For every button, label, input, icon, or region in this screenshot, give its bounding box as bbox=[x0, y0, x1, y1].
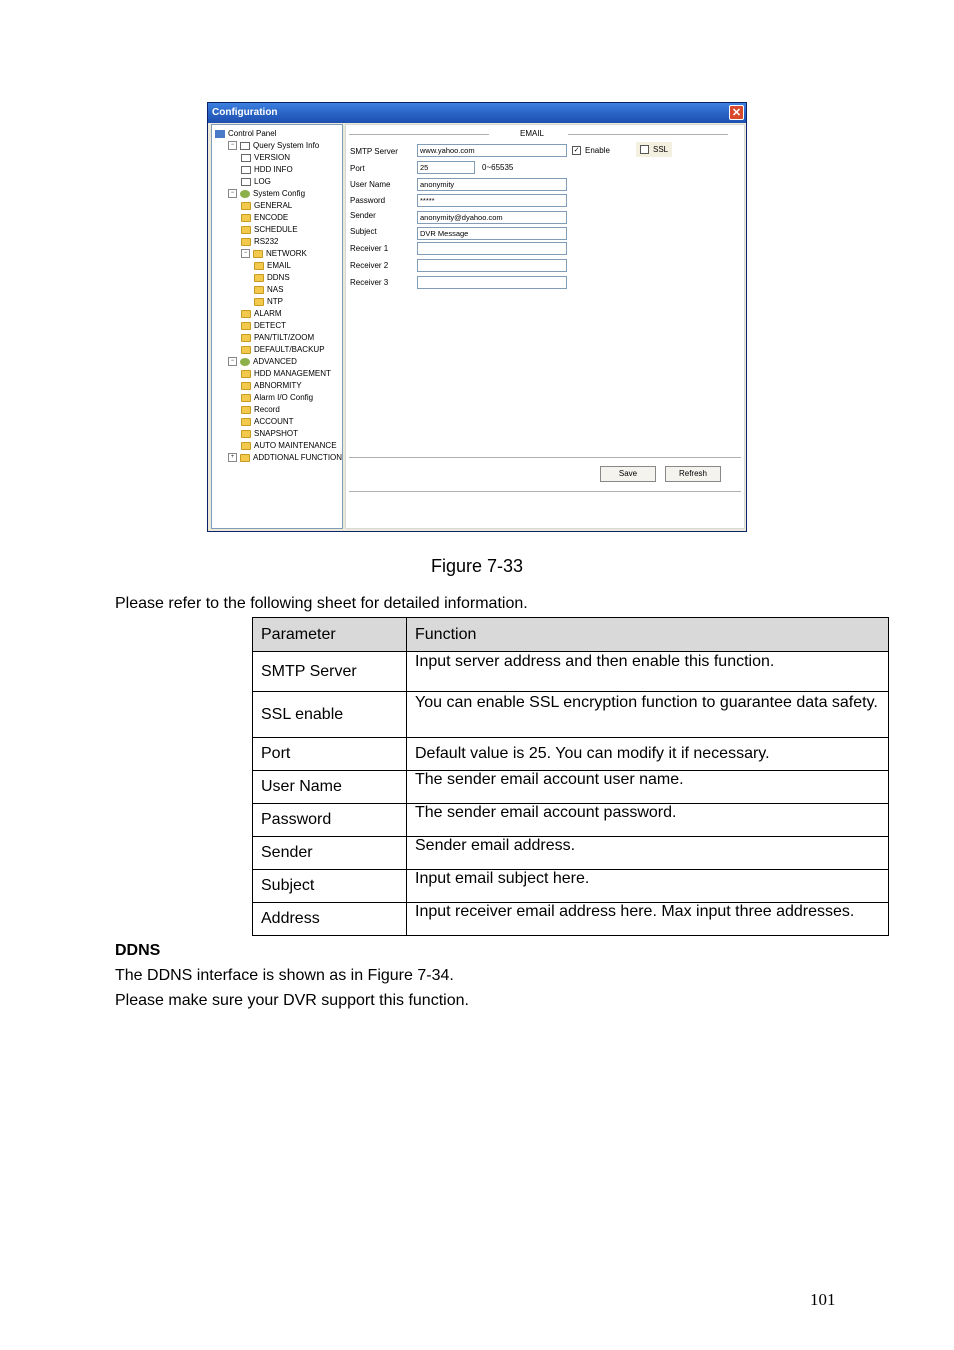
table-row bbox=[253, 804, 889, 837]
tree-item-label: DETECT bbox=[254, 321, 286, 330]
folder-icon bbox=[254, 286, 264, 294]
table-cell: Sender bbox=[253, 837, 407, 870]
tree-item[interactable] bbox=[254, 296, 283, 308]
sender-label: Sender bbox=[350, 211, 376, 220]
table-cell: You can enable SSL encryption function to guarantee data safety. bbox=[407, 692, 889, 738]
tree-item-label: ENCODE bbox=[254, 213, 289, 222]
enable-label: Enable bbox=[585, 146, 610, 155]
tree-item[interactable] bbox=[241, 428, 298, 440]
table-row bbox=[253, 903, 889, 936]
folder-icon bbox=[254, 298, 264, 306]
receiver2-input[interactable] bbox=[417, 259, 567, 272]
folder-icon bbox=[241, 310, 251, 318]
tree-item[interactable] bbox=[254, 260, 291, 272]
tree-item[interactable] bbox=[254, 272, 290, 284]
section-title: EMAIL bbox=[520, 129, 545, 138]
tree-item-label: Record bbox=[254, 405, 280, 414]
tree-item-label: PAN/TILT/ZOOM bbox=[254, 333, 315, 342]
gear-icon bbox=[240, 190, 250, 198]
check-icon bbox=[241, 154, 251, 162]
tree-item-label: NTP bbox=[267, 297, 283, 306]
table-cell: SSL enable bbox=[253, 692, 407, 738]
check-icon bbox=[241, 166, 251, 174]
tree-item-label: NAS bbox=[267, 285, 284, 294]
tree-item[interactable] bbox=[241, 224, 298, 236]
tree-item-label: ALARM bbox=[254, 309, 282, 318]
table-row bbox=[253, 692, 889, 738]
tree-item-label: AUTO MAINTENANCE bbox=[254, 441, 337, 450]
folder-icon bbox=[241, 346, 251, 354]
page-number: 101 bbox=[810, 1290, 836, 1309]
expander-icon[interactable]: − bbox=[228, 189, 237, 198]
tree-item-label: ADDTIONAL FUNCTION bbox=[253, 453, 343, 462]
expander-icon[interactable]: − bbox=[228, 141, 237, 150]
folder-icon bbox=[241, 334, 251, 342]
configuration-window bbox=[207, 102, 747, 532]
table-cell: Address bbox=[253, 903, 407, 936]
ddns-line-2: Please make sure your DVR support this function. bbox=[115, 992, 469, 1009]
expander-icon[interactable]: − bbox=[228, 357, 237, 366]
ddns-line-1: The DDNS interface is shown as in Figure 7-34. bbox=[115, 967, 454, 984]
tree-item[interactable] bbox=[241, 380, 302, 392]
folder-icon bbox=[241, 370, 251, 378]
divider bbox=[349, 457, 741, 458]
tree-item-label: HDD INFO bbox=[254, 165, 293, 174]
panel-icon bbox=[215, 130, 225, 138]
divider bbox=[349, 491, 741, 492]
tree-item-label: ABNORMITY bbox=[254, 381, 302, 390]
tree-item-label: DDNS bbox=[267, 273, 290, 282]
tree-item-label: EMAIL bbox=[267, 261, 292, 270]
tree-item[interactable] bbox=[241, 164, 293, 176]
table-row bbox=[253, 738, 889, 771]
folder-icon bbox=[241, 430, 251, 438]
folder-icon bbox=[241, 238, 251, 246]
tree-item[interactable] bbox=[228, 356, 297, 368]
tree-item[interactable] bbox=[241, 344, 325, 356]
table-row bbox=[253, 870, 889, 903]
email-settings-panel bbox=[345, 124, 745, 529]
folder-icon bbox=[241, 406, 251, 414]
tree-item-label: GENERAL bbox=[254, 201, 293, 210]
folder-icon bbox=[241, 322, 251, 330]
password-label: Password bbox=[350, 196, 386, 205]
tree-item[interactable] bbox=[241, 212, 288, 224]
tree-item[interactable] bbox=[241, 440, 337, 452]
tree-item-label: Query System Info bbox=[253, 141, 320, 150]
ssl-label: SSL bbox=[653, 145, 669, 154]
tree-item-label: System Config bbox=[253, 189, 306, 198]
divider bbox=[349, 134, 489, 135]
table-cell: The sender email account password. bbox=[407, 804, 889, 837]
tree-item[interactable] bbox=[241, 152, 290, 164]
tree-item[interactable] bbox=[241, 416, 294, 428]
tree-item-label: SCHEDULE bbox=[254, 225, 298, 234]
table-row bbox=[253, 837, 889, 870]
folder-icon bbox=[241, 226, 251, 234]
receiver3-label: Receiver 3 bbox=[350, 278, 389, 287]
table-header: Parameter bbox=[253, 618, 407, 652]
table-cell: Input server address and then enable this function. bbox=[407, 652, 889, 692]
tree-item-label: ADVANCED bbox=[253, 357, 297, 366]
folder-icon bbox=[240, 454, 250, 462]
folder-icon bbox=[241, 214, 251, 222]
expander-icon[interactable]: − bbox=[241, 249, 250, 258]
table-cell: Port bbox=[253, 738, 407, 771]
intro-text: Please refer to the following sheet for detailed information. bbox=[115, 595, 528, 612]
ssl-check-icon bbox=[640, 145, 649, 154]
sender-input[interactable]: anonymity@dyahoo.com bbox=[417, 211, 567, 224]
folder-icon bbox=[254, 262, 264, 270]
table-header-row bbox=[253, 618, 889, 652]
save-button[interactable]: Save bbox=[600, 466, 656, 482]
tree-item-label: DEFAULT/BACKUP bbox=[254, 345, 325, 354]
tree-item[interactable] bbox=[228, 188, 305, 200]
table-cell: SMTP Server bbox=[253, 652, 407, 692]
tree-item-label: HDD MANAGEMENT bbox=[254, 369, 331, 378]
tree-item[interactable] bbox=[241, 236, 278, 248]
password-input[interactable]: ***** bbox=[417, 194, 567, 207]
table-cell: Sender email address. bbox=[407, 837, 889, 870]
tree-item[interactable] bbox=[241, 248, 307, 260]
user-name-input[interactable]: anonymity bbox=[417, 178, 567, 191]
ddns-heading: DDNS bbox=[115, 942, 161, 959]
subject-label: Subject bbox=[350, 227, 377, 236]
enable-check-icon: ✓ bbox=[573, 147, 580, 155]
tree-item[interactable] bbox=[241, 200, 292, 212]
subject-input[interactable]: DVR Message bbox=[417, 227, 567, 240]
expander-icon[interactable]: + bbox=[228, 453, 237, 462]
receiver3-input[interactable] bbox=[417, 276, 567, 289]
table-row bbox=[253, 771, 889, 804]
table-cell: Subject bbox=[253, 870, 407, 903]
tree-item-label: Alarm I/O Config bbox=[254, 393, 314, 402]
tree-item-label: RS232 bbox=[254, 237, 279, 246]
check-icon bbox=[240, 142, 250, 150]
folder-icon bbox=[254, 274, 264, 282]
folder-icon bbox=[253, 250, 263, 258]
tree-item[interactable] bbox=[254, 284, 283, 296]
folder-icon bbox=[241, 442, 251, 450]
tree-item[interactable] bbox=[241, 392, 313, 404]
check-icon bbox=[241, 178, 251, 186]
tree-item-label: VERSION bbox=[254, 153, 291, 162]
tree-item[interactable] bbox=[241, 332, 314, 344]
table-cell: User Name bbox=[253, 771, 407, 804]
tree-item-label: SNAPSHOT bbox=[254, 429, 299, 438]
tree-item-label: NETWORK bbox=[266, 249, 307, 258]
enable-checkbox[interactable] bbox=[572, 146, 610, 155]
table-cell: Default value is 25. You can modify it if necessary. bbox=[407, 738, 889, 771]
receiver1-label: Receiver 1 bbox=[350, 244, 389, 253]
tree-item[interactable] bbox=[241, 404, 280, 416]
window-title: Configuration bbox=[212, 107, 278, 118]
table-cell: Input receiver email address here. Max input three addresses. bbox=[407, 903, 889, 936]
tree-item[interactable] bbox=[241, 176, 271, 188]
smtp-server-label: SMTP Server bbox=[350, 147, 398, 156]
tree-item[interactable] bbox=[241, 320, 286, 332]
table-row bbox=[253, 652, 889, 692]
table-cell: Input email subject here. bbox=[407, 870, 889, 903]
table-header: Function bbox=[407, 618, 889, 652]
receiver2-label: Receiver 2 bbox=[350, 261, 389, 270]
port-range: 0~65535 bbox=[482, 163, 514, 172]
smtp-server-input[interactable]: www.yahoo.com bbox=[417, 144, 567, 157]
tree-item[interactable] bbox=[241, 368, 331, 380]
divider bbox=[568, 134, 728, 135]
folder-icon bbox=[241, 382, 251, 390]
tree-item[interactable] bbox=[228, 140, 319, 152]
folder-icon bbox=[241, 418, 251, 426]
control-panel-tree bbox=[211, 124, 343, 529]
window-titlebar bbox=[208, 103, 746, 123]
figure-caption: Figure 7-33 bbox=[430, 556, 524, 576]
port-input[interactable]: 25 bbox=[417, 161, 475, 174]
gear-icon bbox=[240, 358, 250, 366]
parameter-table bbox=[252, 617, 889, 936]
port-label: Port bbox=[350, 164, 365, 173]
tree-item[interactable] bbox=[241, 308, 282, 320]
ssl-checkbox[interactable] bbox=[636, 142, 672, 157]
table-cell: Password bbox=[253, 804, 407, 837]
close-icon[interactable]: ✕ bbox=[729, 105, 744, 120]
folder-icon bbox=[241, 394, 251, 402]
refresh-button[interactable]: Refresh bbox=[665, 466, 721, 482]
tree-item-label: Control Panel bbox=[228, 129, 277, 138]
receiver1-input[interactable] bbox=[417, 242, 567, 255]
tree-item-label: ACCOUNT bbox=[254, 417, 294, 426]
folder-icon bbox=[241, 202, 251, 210]
user-name-label: User Name bbox=[350, 180, 391, 189]
tree-item[interactable] bbox=[228, 452, 342, 464]
table-cell: The sender email account user name. bbox=[407, 771, 889, 804]
tree-item-label: LOG bbox=[254, 177, 271, 186]
tree-item[interactable] bbox=[215, 128, 276, 140]
